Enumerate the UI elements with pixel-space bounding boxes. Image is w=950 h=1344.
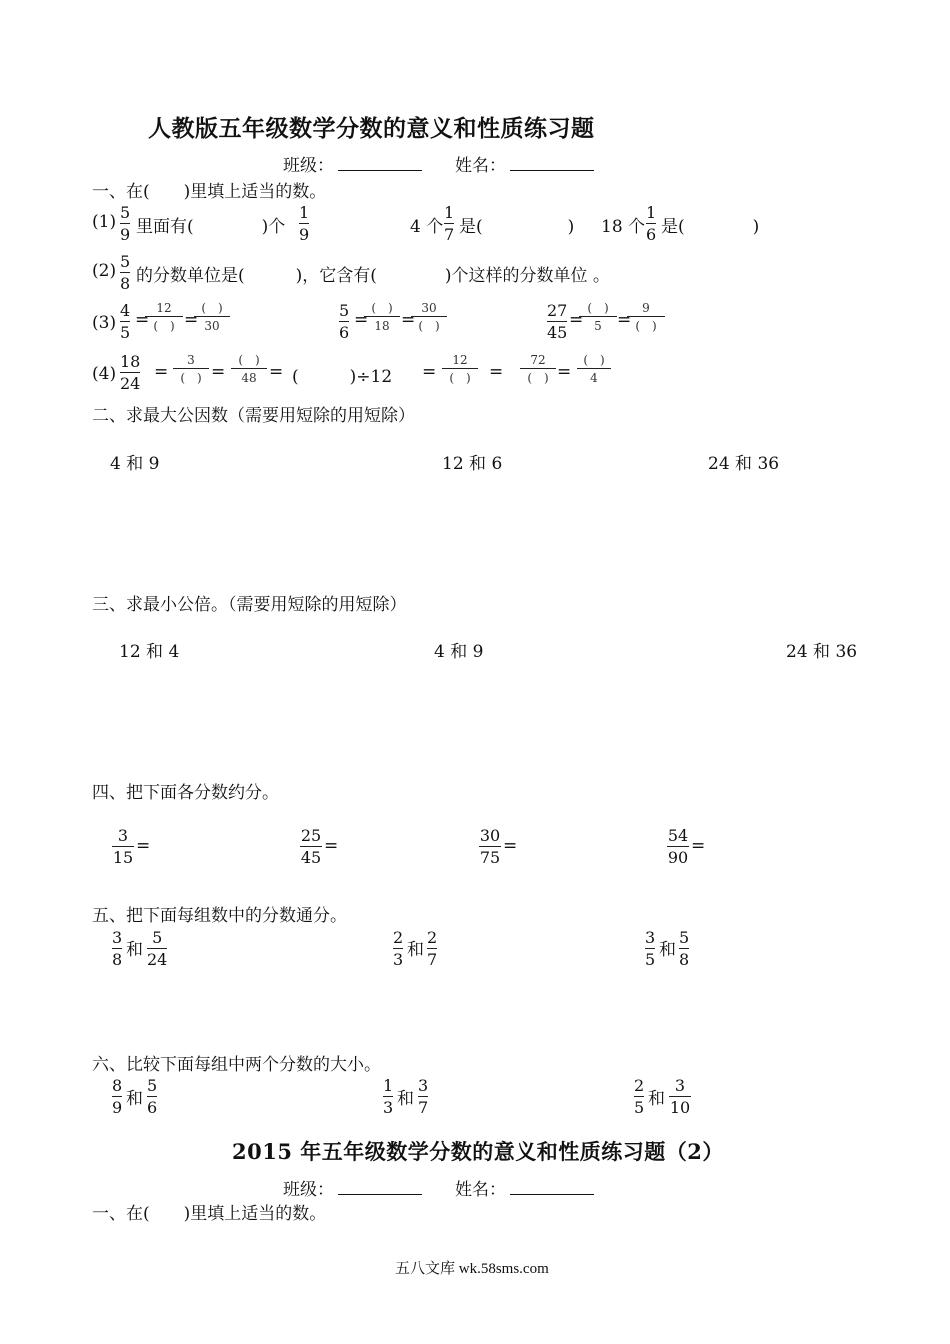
fraction: 25 45 [300, 826, 322, 867]
name-label: 姓名： [455, 1180, 506, 1200]
equals: = [269, 362, 284, 382]
fraction: 2 7 [427, 928, 438, 969]
page-title-2: 2015 年五年级数学分数的意义和性质练习题（2） [232, 1139, 724, 1164]
fraction: 27 45 [547, 301, 568, 342]
class-field [283, 151, 422, 176]
page-title: 人教版五年级数学分数的意义和性质练习题 [148, 115, 595, 142]
name-label: 姓名： [455, 156, 506, 176]
q3-number: (3) [92, 313, 117, 333]
equals: = [422, 362, 437, 382]
fraction: 2 3 [393, 928, 404, 969]
equals: = [354, 310, 369, 330]
fraction: 1 7 [444, 203, 455, 244]
fraction: ( ) 18 [364, 302, 400, 332]
fraction: 3 8 [112, 928, 123, 969]
fraction: 3 ( ) [173, 354, 209, 384]
class-label: 班级： [283, 1180, 334, 1200]
gcd-item: 12 和 6 [442, 454, 503, 474]
lcm-item: 24 和 36 [786, 642, 858, 662]
gcd-item: 4 和 9 [110, 454, 160, 474]
section-2-heading: 二、求最大公因数（需要用短除的用短除） [92, 406, 415, 426]
fraction: 30 75 [479, 826, 501, 867]
fraction: 5 9 [120, 203, 131, 244]
equals: = [503, 836, 518, 856]
fraction: 3 5 [645, 928, 656, 969]
fraction: 5 24 [147, 928, 168, 969]
fraction: 3 7 [418, 1076, 429, 1117]
lcm-item: 4 和 9 [434, 642, 484, 662]
equals: = [184, 310, 199, 330]
q1-number: (1) [92, 212, 117, 232]
q1-text: 是( ) [459, 217, 575, 237]
fraction: 5 6 [147, 1076, 158, 1117]
fraction: 3 15 [112, 826, 134, 867]
section-1-heading: 一、在( )里填上适当的数。 [92, 182, 327, 202]
fraction: 5 8 [679, 928, 690, 969]
and-text: 和 [659, 940, 676, 960]
class-blank[interactable] [338, 1178, 422, 1195]
section-4-heading: 四、把下面各分数约分。 [92, 783, 279, 803]
fraction: ( ) 4 [577, 354, 611, 384]
fraction: ( ) 48 [231, 354, 267, 384]
fraction: 5 8 [120, 252, 131, 293]
q1-text: 是( ) [661, 217, 760, 237]
fraction: 3 10 [669, 1076, 691, 1117]
equals: = [691, 836, 706, 856]
section-3-heading: 三、求最小公倍。（需要用短除的用短除） [92, 595, 407, 615]
section-1b-heading: 一、在( )里填上适当的数。 [92, 1204, 327, 1224]
fraction: ( ) 5 [579, 302, 617, 332]
fraction: 1 9 [299, 203, 310, 244]
q1-text: 里面有( )个 [136, 217, 286, 237]
gcd-item: 24 和 36 [708, 454, 780, 474]
equals: = [617, 310, 632, 330]
equals: = [324, 836, 339, 856]
fraction: 8 9 [112, 1076, 123, 1117]
fraction: ( ) 30 [194, 302, 230, 332]
and-text: 和 [397, 1089, 414, 1109]
equals: = [135, 310, 150, 330]
equals: = [569, 310, 584, 330]
equals: = [136, 836, 151, 856]
watermark: 五八文库 wk.58sms.com [395, 1261, 549, 1277]
fraction: 72 ( ) [520, 354, 556, 384]
fraction: 12 ( ) [145, 302, 183, 332]
fraction: 54 90 [667, 826, 689, 867]
q4-number: (4) [92, 364, 117, 384]
q2-number: (2) [92, 261, 117, 281]
q2-text: 的分数单位是( )，它含有( )个这样的分数单位 。 [136, 266, 610, 286]
and-text: 和 [648, 1089, 665, 1109]
q4-divide: ( )÷12 [292, 367, 393, 387]
fraction: 4 5 [120, 301, 131, 342]
class-label: 班级： [283, 156, 334, 176]
fraction: 1 3 [383, 1076, 394, 1117]
equals: = [557, 362, 572, 382]
section-5-heading: 五、把下面每组数中的分数通分。 [92, 906, 347, 926]
fraction: 2 5 [634, 1076, 645, 1117]
and-text: 和 [407, 940, 424, 960]
equals: = [401, 310, 416, 330]
q1-text: 4 个 [410, 217, 444, 237]
equals: = [489, 362, 504, 382]
fraction: 12 ( ) [442, 354, 478, 384]
class-blank[interactable] [338, 154, 422, 171]
name-field [455, 151, 594, 176]
equals: = [154, 362, 169, 382]
and-text: 和 [126, 1089, 143, 1109]
fraction: 30 ( ) [411, 302, 447, 332]
class-field-2 [283, 1175, 422, 1200]
name-blank[interactable] [510, 154, 594, 171]
fraction: 9 ( ) [627, 302, 665, 332]
fraction: 18 24 [120, 352, 141, 393]
fraction: 5 6 [339, 301, 350, 342]
name-blank[interactable] [510, 1178, 594, 1195]
q1-text: 18 个 [601, 217, 646, 237]
section-6-heading: 六、比较下面每组中两个分数的大小。 [92, 1055, 381, 1075]
fraction: 1 6 [646, 203, 657, 244]
lcm-item: 12 和 4 [119, 642, 180, 662]
equals: = [211, 362, 226, 382]
and-text: 和 [126, 940, 143, 960]
name-field-2 [455, 1175, 594, 1200]
